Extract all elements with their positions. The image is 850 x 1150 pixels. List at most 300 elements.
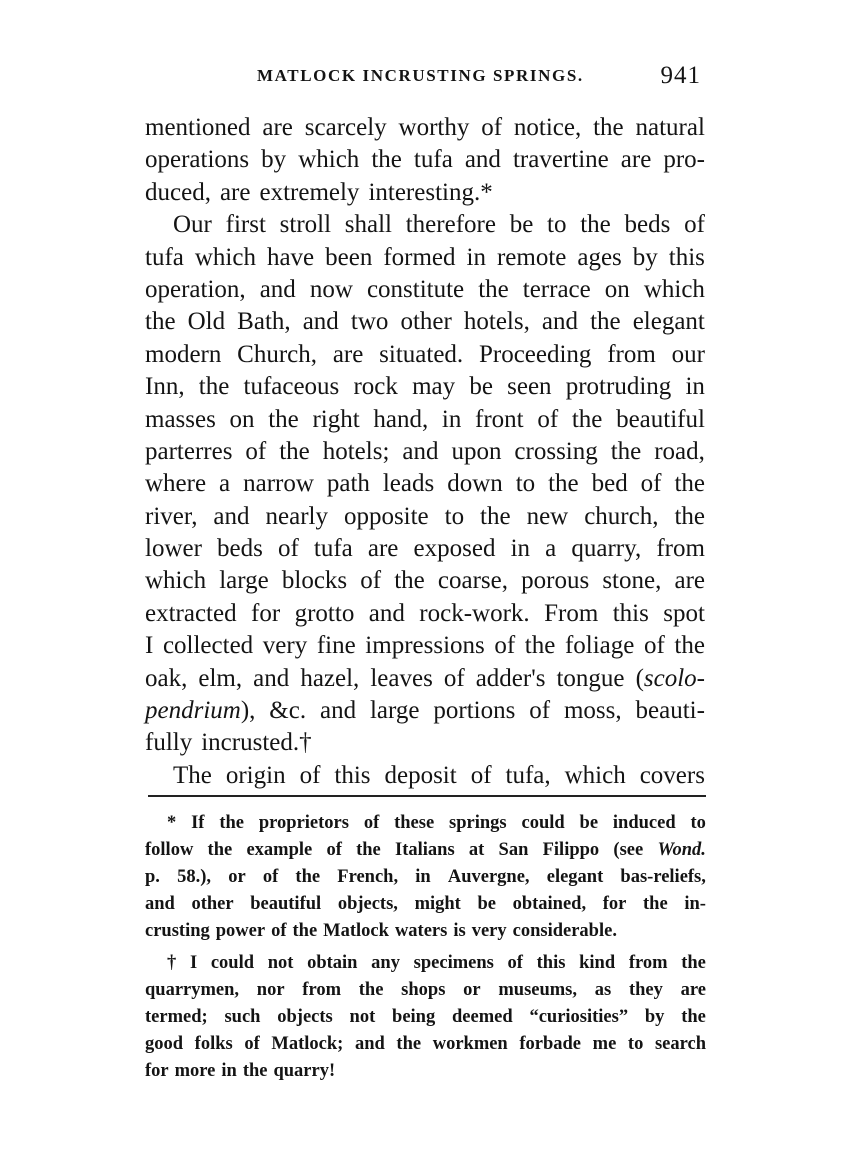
word: to: [690, 813, 706, 833]
word: be: [477, 894, 496, 914]
word: shall: [344, 211, 392, 239]
word: adder's: [475, 664, 546, 692]
word: and: [354, 1034, 385, 1054]
word: good: [145, 1034, 184, 1054]
word: the: [478, 275, 509, 303]
word: Matlock;: [271, 1034, 344, 1054]
word: foliage: [564, 632, 635, 660]
word: of: [299, 761, 321, 789]
word: (: [635, 664, 644, 692]
word: the: [279, 437, 310, 465]
italic-term: pendrium: [145, 697, 241, 725]
word: to: [515, 470, 536, 498]
word: tongue: [556, 664, 625, 692]
word: bas-reliefs,: [620, 867, 706, 887]
word: therefore: [405, 211, 496, 239]
word: which: [194, 243, 256, 271]
text-line: [145, 144, 705, 176]
word: beautiful: [616, 405, 705, 433]
word: they: [628, 980, 663, 1000]
word: hazel,: [300, 664, 360, 692]
word: hand,: [373, 405, 429, 433]
word: I: [145, 632, 154, 660]
text-line: [145, 695, 705, 727]
word: †: [167, 953, 177, 973]
word: the: [198, 373, 230, 401]
word: where: [145, 470, 207, 498]
word: be: [579, 813, 599, 833]
word: I: [189, 953, 198, 973]
word: Our: [173, 211, 212, 239]
word: and: [302, 308, 339, 336]
word: Old: [187, 308, 226, 336]
word: are: [620, 146, 652, 174]
word: the: [674, 502, 705, 530]
word: shops: [401, 980, 446, 1000]
word: the: [524, 632, 556, 660]
word: the: [295, 867, 321, 887]
word: which: [564, 761, 626, 789]
word: stroll: [279, 211, 332, 239]
word: and: [464, 146, 501, 174]
word: as: [594, 980, 612, 1000]
word: objects,: [337, 894, 398, 914]
word: elegant: [632, 308, 705, 336]
word: by: [632, 243, 658, 271]
word: the: [219, 813, 245, 833]
word: more: [174, 1061, 216, 1081]
word: hotels;: [322, 437, 390, 465]
word: nor: [256, 980, 285, 1000]
word: in: [415, 867, 431, 887]
word: from: [302, 980, 341, 1000]
word: new: [526, 502, 569, 530]
word: *: [167, 813, 177, 833]
word: at: [468, 840, 485, 860]
running-head: [145, 62, 705, 94]
word: in: [221, 1061, 237, 1081]
body-text: [145, 112, 705, 792]
word: front: [475, 405, 524, 433]
word: could: [521, 813, 565, 833]
word: remote: [496, 243, 567, 271]
word: the: [580, 211, 611, 239]
text-line: [145, 339, 705, 371]
word: very: [471, 921, 507, 941]
page-number: 941: [660, 62, 701, 89]
word: two: [350, 308, 389, 336]
word: quarry!: [273, 1061, 336, 1081]
word: of: [326, 840, 342, 860]
word: Church,: [237, 340, 318, 368]
word: from: [656, 535, 705, 563]
word: waters: [394, 921, 448, 941]
word: of: [684, 211, 705, 239]
word: river,: [145, 502, 198, 530]
word: ),: [240, 697, 256, 725]
word: leaves: [370, 664, 433, 692]
word: are: [332, 340, 364, 368]
word: “curiosities”: [529, 1007, 629, 1027]
word: fully: [145, 729, 193, 757]
word: narrow: [243, 470, 314, 498]
word: the: [643, 894, 668, 914]
text-line: [145, 468, 705, 500]
word: tufa: [313, 535, 353, 563]
word: rock-work.: [419, 599, 530, 627]
footnote-line: [145, 977, 706, 1004]
word: the: [674, 632, 705, 660]
text-line: [145, 663, 705, 695]
footnote-line: [145, 950, 706, 977]
word: forbade: [519, 1034, 582, 1054]
footnote-line: [145, 864, 706, 891]
word: or: [463, 980, 481, 1000]
word: from: [607, 340, 656, 368]
word: and: [402, 437, 439, 465]
text-line: [145, 533, 705, 565]
word: the: [674, 470, 705, 498]
word: of: [244, 1034, 260, 1054]
word: extracted: [145, 599, 237, 627]
word: duced,: [145, 178, 211, 206]
word: me: [592, 1034, 617, 1054]
word: the: [292, 921, 318, 941]
word: this: [334, 761, 371, 789]
word: quarry,: [571, 535, 642, 563]
word: of: [481, 114, 503, 141]
word: natural: [635, 114, 705, 141]
word: the: [145, 308, 176, 336]
word: termed;: [145, 1007, 208, 1027]
word: this: [668, 243, 705, 271]
word: upon: [451, 437, 502, 465]
word: stone,: [602, 567, 662, 595]
word: scarcely: [304, 114, 387, 141]
word: not: [349, 1007, 376, 1027]
word: (see: [613, 840, 644, 860]
word: the: [396, 1034, 422, 1054]
word: the: [358, 980, 384, 1000]
footnote-line: [145, 1004, 706, 1031]
word: of: [262, 867, 279, 887]
word: kind: [579, 953, 616, 973]
word: Proceeding: [478, 340, 592, 368]
word: first: [225, 211, 266, 239]
text-line: [145, 177, 705, 209]
word: right: [312, 405, 360, 433]
word: considerable.: [512, 921, 617, 941]
word: blocks: [281, 567, 348, 595]
word: other: [191, 894, 234, 914]
text-line: [145, 371, 705, 403]
text-line: [145, 209, 705, 241]
word: interesting.*: [368, 178, 493, 206]
italic-term: Wond.: [657, 840, 706, 860]
word: the: [571, 405, 603, 433]
text-line: [145, 274, 705, 306]
word: operation,: [145, 275, 246, 303]
word: a: [219, 470, 231, 498]
word: which: [643, 275, 705, 303]
word: springs: [449, 813, 507, 833]
word: tufa: [413, 146, 453, 174]
word: the: [268, 405, 299, 433]
word: the: [548, 470, 579, 498]
word: operations: [145, 146, 250, 174]
word: impressions: [365, 632, 485, 660]
word: these: [394, 813, 435, 833]
word: by: [644, 1007, 665, 1027]
footnote-line: [145, 1031, 706, 1058]
word: are: [367, 535, 399, 563]
word: church,: [584, 502, 659, 530]
word: of: [507, 953, 523, 973]
text-line: [145, 565, 705, 597]
word: power: [215, 921, 266, 941]
word: in-: [684, 894, 706, 914]
word: induced: [612, 813, 676, 833]
word: French,: [337, 867, 399, 887]
word: which: [145, 567, 207, 595]
word: a: [545, 535, 557, 563]
footnote-line: [145, 837, 706, 864]
word: elegant: [546, 867, 604, 887]
word: the: [371, 146, 402, 174]
footnote-line: [145, 891, 706, 918]
word: very: [262, 632, 308, 660]
word: the: [593, 114, 624, 141]
word: for: [251, 599, 281, 627]
word: the: [356, 840, 381, 860]
word: or: [228, 867, 246, 887]
word: San: [498, 840, 529, 860]
word: large: [369, 697, 420, 725]
word: be: [469, 373, 493, 401]
word: any: [371, 953, 400, 973]
italic-term: scolo-: [643, 664, 705, 692]
word: of: [443, 664, 465, 692]
word: obtain: [307, 953, 358, 973]
word: hotels,: [463, 308, 530, 336]
word: masses: [145, 405, 216, 433]
word: in: [510, 535, 531, 563]
word: large: [219, 567, 269, 595]
word: on: [229, 405, 255, 433]
word: covers: [639, 761, 705, 789]
word: mentioned: [145, 114, 251, 141]
word: be: [509, 211, 534, 239]
word: workmen: [432, 1034, 508, 1054]
text-line: [145, 630, 705, 662]
word: are: [674, 567, 705, 595]
word: of: [529, 697, 551, 725]
word: might: [414, 894, 461, 914]
word: down: [447, 470, 503, 498]
word: The: [173, 761, 212, 789]
word: Italians: [395, 840, 455, 860]
word: nearly: [265, 502, 328, 530]
word: formed: [383, 243, 456, 271]
word: tufa,: [505, 761, 551, 789]
word: seen: [507, 373, 552, 401]
word: beautiful: [250, 894, 322, 914]
word: beds: [217, 535, 263, 563]
word: fine: [316, 632, 356, 660]
word: tufa: [145, 243, 184, 271]
word: follow: [145, 840, 194, 860]
word: folks: [194, 1034, 233, 1054]
word: is: [453, 921, 466, 941]
word: may: [412, 373, 456, 401]
footnote-line: [145, 810, 706, 837]
word: bed: [591, 470, 628, 498]
word: &c.: [269, 697, 307, 725]
word: From: [544, 599, 599, 627]
word: leads: [382, 470, 435, 498]
word: being: [392, 1007, 436, 1027]
word: the: [590, 308, 621, 336]
word: worthy: [398, 114, 470, 141]
word: now: [309, 275, 353, 303]
word: other: [400, 308, 452, 336]
word: for: [602, 894, 627, 914]
text-line: [145, 598, 705, 630]
word: situated.: [379, 340, 464, 368]
word: collected: [162, 632, 254, 660]
word: the: [681, 1007, 706, 1027]
word: our: [671, 340, 705, 368]
word: incrusted.†: [201, 729, 312, 757]
word: terrace: [522, 275, 591, 303]
word: objects: [277, 1007, 333, 1027]
word: and: [253, 664, 290, 692]
word: oak,: [145, 664, 188, 692]
word: obtained,: [512, 894, 587, 914]
word: extremely: [259, 178, 360, 206]
word: portions: [433, 697, 516, 725]
word: of: [360, 567, 382, 595]
text-line: [145, 306, 705, 338]
text-line: [145, 112, 705, 144]
word: of: [245, 437, 267, 465]
word: of: [494, 632, 516, 660]
word: of: [363, 813, 380, 833]
word: origin: [225, 761, 286, 789]
word: from: [628, 953, 668, 973]
word: crusting: [145, 921, 210, 941]
word: notice,: [513, 114, 582, 141]
running-title: MATLOCK INCRUSTING SPRINGS.: [257, 66, 584, 85]
word: and: [368, 599, 405, 627]
word: to: [547, 211, 567, 239]
text-line: [145, 501, 705, 533]
word: road,: [654, 437, 705, 465]
word: proprietors: [258, 813, 349, 833]
word: this: [612, 599, 649, 627]
word: rock: [353, 373, 398, 401]
word: in: [685, 373, 705, 401]
word: p.: [145, 867, 160, 887]
word: and: [541, 308, 579, 336]
word: of: [271, 921, 287, 941]
word: the: [480, 502, 511, 530]
word: pro-: [663, 146, 705, 174]
word: Bath,: [237, 308, 291, 336]
footnote-line: [145, 1058, 706, 1085]
word: ages: [577, 243, 622, 271]
word: are: [219, 178, 251, 206]
word: the: [681, 953, 706, 973]
word: exposed: [413, 535, 496, 563]
word: and: [213, 502, 250, 530]
word: could: [210, 953, 255, 973]
word: quarrymen,: [145, 980, 240, 1000]
word: by: [261, 146, 287, 174]
word: in: [441, 405, 462, 433]
text-line: [145, 242, 705, 274]
word: path: [326, 470, 370, 498]
word: been: [325, 243, 373, 271]
word: to: [444, 502, 465, 530]
footnotes: [145, 810, 706, 1085]
word: If: [191, 813, 205, 833]
word: specimens: [413, 953, 494, 973]
word: travertine: [512, 146, 609, 174]
word: constitute: [366, 275, 465, 303]
word: not: [267, 953, 294, 973]
word: grotto: [294, 599, 355, 627]
word: and: [145, 894, 175, 914]
word: search: [654, 1034, 706, 1054]
word: museums,: [498, 980, 578, 1000]
text-line: [145, 760, 705, 792]
word: protruding: [565, 373, 672, 401]
word: coarse,: [437, 567, 508, 595]
word: beds: [624, 211, 671, 239]
word: and: [259, 275, 296, 303]
word: 58.),: [177, 867, 212, 887]
word: Filippo: [542, 840, 600, 860]
text-line: [145, 404, 705, 436]
word: deemed: [452, 1007, 513, 1027]
word: which: [298, 146, 360, 174]
word: this: [536, 953, 566, 973]
word: are: [680, 980, 706, 1000]
word: of: [277, 535, 299, 563]
word: the: [610, 437, 642, 465]
word: for: [145, 1061, 169, 1081]
text-line: [145, 727, 705, 759]
word: spot: [663, 599, 705, 627]
word: in: [466, 243, 486, 271]
word: deposit: [384, 761, 457, 789]
word: of: [470, 761, 492, 789]
word: modern: [145, 340, 222, 368]
word: [636, 663, 705, 695]
word: moss,: [563, 697, 622, 725]
word: have: [266, 243, 315, 271]
word: of: [643, 632, 665, 660]
word: of: [640, 470, 662, 498]
text-line: [145, 436, 705, 468]
word: example: [246, 840, 313, 860]
footnote-line: [145, 918, 706, 945]
word: the: [207, 840, 233, 860]
word: parterres: [145, 437, 233, 465]
word: crossing: [514, 437, 598, 465]
word: and: [319, 697, 357, 725]
